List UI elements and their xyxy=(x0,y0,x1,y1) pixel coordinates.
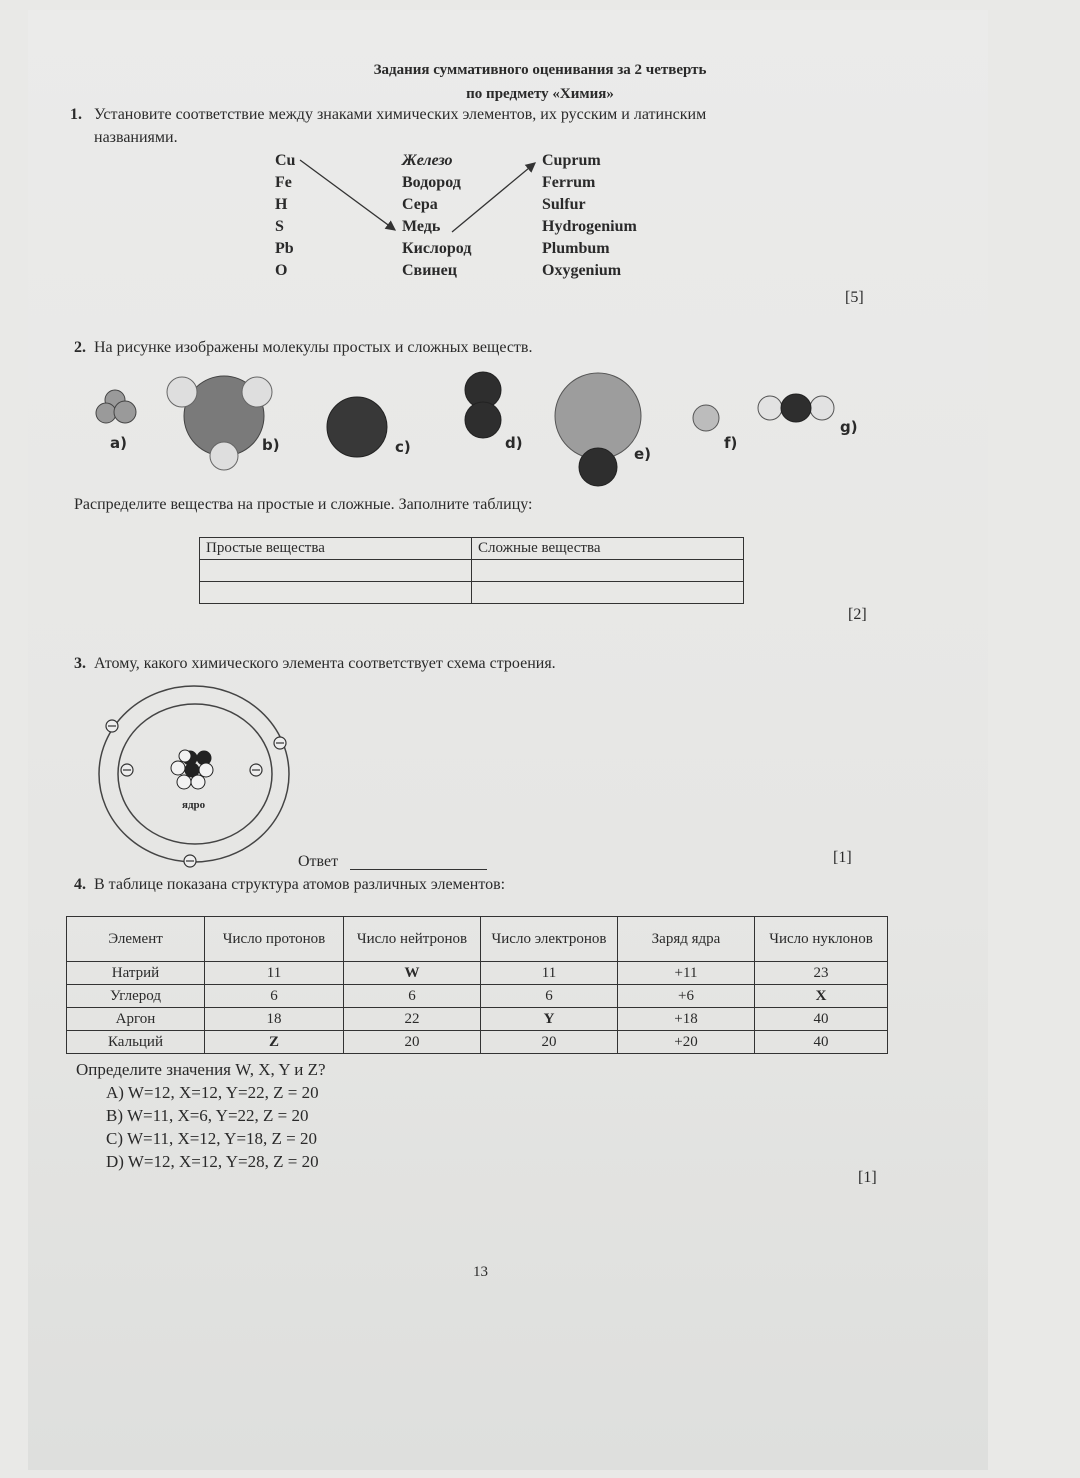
cell-protons: 6 xyxy=(205,985,344,1008)
answer-cell-complex[interactable] xyxy=(472,560,744,582)
cell-element: Углерод xyxy=(67,985,205,1008)
cell-nucleons: 40 xyxy=(755,1008,888,1031)
q1-text-line2: названиями. xyxy=(94,129,178,146)
option-c[interactable]: C) W=11, X=12, Y=18, Z = 20 xyxy=(106,1129,318,1148)
q4-points: [1] xyxy=(858,1169,877,1186)
header-complex: Сложные вещества xyxy=(472,538,744,560)
label-a: a) xyxy=(110,434,127,452)
q1-matching-arrows xyxy=(0,0,1080,300)
label-d: d) xyxy=(505,434,523,452)
electron-signs xyxy=(108,726,284,861)
russian-name: Железо xyxy=(402,152,453,169)
page-number: 13 xyxy=(473,1264,488,1280)
latin-name: Plumbum xyxy=(542,240,610,257)
cell-charge: +18 xyxy=(618,1008,755,1031)
option-d[interactable]: D) W=12, X=12, Y=28, Z = 20 xyxy=(106,1152,319,1171)
header-charge: Заряд ядра xyxy=(618,917,755,962)
q3-number: 3. xyxy=(74,655,86,672)
q3-answer-label: Ответ xyxy=(298,853,339,870)
symbol-fe: Fe xyxy=(275,174,292,191)
header-neutrons: Число нейтронов xyxy=(344,917,481,962)
latin-name: Sulfur xyxy=(542,196,586,213)
header-nucleons: Число нуклонов xyxy=(755,917,888,962)
russian-name: Медь xyxy=(402,218,441,235)
cell-protons: 11 xyxy=(205,962,344,985)
symbol-cu: Cu xyxy=(275,152,296,169)
molecule-e xyxy=(555,373,641,486)
header-subtitle: по предмету «Химия» xyxy=(466,86,614,102)
cell-charge: +11 xyxy=(618,962,755,985)
nucleus-label: ядро xyxy=(182,799,206,811)
q1-number: 1. xyxy=(70,106,82,123)
cell-electrons: 11 xyxy=(481,962,618,985)
q3-answer-line[interactable] xyxy=(350,869,487,870)
answer-cell-complex[interactable] xyxy=(472,582,744,604)
table-row xyxy=(67,962,888,985)
label-b: b) xyxy=(262,436,280,454)
q4-question: Определите значения W, X, Y и Z? xyxy=(76,1060,326,1079)
label-f: f) xyxy=(724,434,738,452)
russian-name: Сера xyxy=(402,196,438,213)
atom-structure-table xyxy=(66,916,888,1054)
cell-element: Аргон xyxy=(67,1008,205,1031)
arrow-med-to-cuprum xyxy=(452,163,535,232)
arrow-cu-to-med xyxy=(300,160,395,230)
symbol-pb: Pb xyxy=(275,240,294,257)
cell-electrons: 6 xyxy=(481,985,618,1008)
q2-instruction: Распределите вещества на простые и сложные. Заполните таблицу: xyxy=(74,496,533,513)
label-c: c) xyxy=(395,438,411,456)
cell-nucleons: X xyxy=(755,985,888,1008)
molecule-d xyxy=(465,372,501,438)
molecule-c xyxy=(327,397,387,457)
electrons xyxy=(106,720,286,867)
label-g: g) xyxy=(840,418,858,436)
molecule-b xyxy=(167,376,272,470)
symbol-h: H xyxy=(275,196,288,213)
latin-name: Cuprum xyxy=(542,152,601,169)
cell-neutrons: 20 xyxy=(344,1031,481,1054)
latin-name: Ferrum xyxy=(542,174,596,191)
answer-cell-simple[interactable] xyxy=(200,582,472,604)
table-row xyxy=(67,1031,888,1054)
cell-electrons: 20 xyxy=(481,1031,618,1054)
cell-charge: +6 xyxy=(618,985,755,1008)
q2-number: 2. xyxy=(74,339,86,356)
molecule-a xyxy=(96,390,136,423)
q4-text: В таблице показана структура атомов различных элементов: xyxy=(94,876,506,893)
header-simple: Простые вещества xyxy=(200,538,472,560)
q2-points: [2] xyxy=(848,606,867,623)
answer-cell-simple[interactable] xyxy=(200,560,472,582)
nucleus xyxy=(171,750,213,789)
header-electrons: Число электронов xyxy=(481,917,618,962)
header-protons: Число протонов xyxy=(205,917,344,962)
q1-text-line1: Установите соответствие между знаками химических элементов, их русским и латинским xyxy=(94,106,707,123)
cell-charge: +20 xyxy=(618,1031,755,1054)
cell-protons: Z xyxy=(205,1031,344,1054)
q3-text: Атому, какого химического элемента соответствует схема строения. xyxy=(94,655,556,672)
q4-number: 4. xyxy=(74,876,86,893)
q2-answer-table xyxy=(199,537,744,604)
cell-protons: 18 xyxy=(205,1008,344,1031)
symbol-s: S xyxy=(275,218,284,235)
q1-points: [5] xyxy=(845,289,864,306)
table-row xyxy=(67,1008,888,1031)
header-element: Элемент xyxy=(67,917,205,962)
cell-element: Кальций xyxy=(67,1031,205,1054)
russian-name: Кислород xyxy=(402,240,472,257)
label-e: e) xyxy=(634,445,652,463)
russian-name: Водород xyxy=(402,174,461,191)
table-row xyxy=(67,985,888,1008)
option-a[interactable]: A) W=12, X=12, Y=22, Z = 20 xyxy=(106,1083,319,1102)
molecules-figure xyxy=(0,360,1080,490)
q3-points: [1] xyxy=(833,849,852,866)
q2-text: На рисунке изображены молекулы простых и сложных веществ. xyxy=(94,339,533,356)
atom-diagram xyxy=(90,680,300,875)
cell-element: Натрий xyxy=(67,962,205,985)
latin-name: Hydrogenium xyxy=(542,218,637,235)
cell-neutrons: W xyxy=(344,962,481,985)
cell-nucleons: 40 xyxy=(755,1031,888,1054)
molecule-g xyxy=(758,394,834,422)
latin-name: Oxygenium xyxy=(542,262,622,279)
russian-name: Свинец xyxy=(402,262,457,279)
header-title: Задания суммативного оценивания за 2 четверть xyxy=(373,62,707,78)
cell-electrons: Y xyxy=(481,1008,618,1031)
cell-neutrons: 22 xyxy=(344,1008,481,1031)
cell-nucleons: 23 xyxy=(755,962,888,985)
symbol-o: O xyxy=(275,262,288,279)
cell-neutrons: 6 xyxy=(344,985,481,1008)
option-b[interactable]: B) W=11, X=6, Y=22, Z = 20 xyxy=(106,1106,309,1125)
molecule-f xyxy=(693,405,719,431)
